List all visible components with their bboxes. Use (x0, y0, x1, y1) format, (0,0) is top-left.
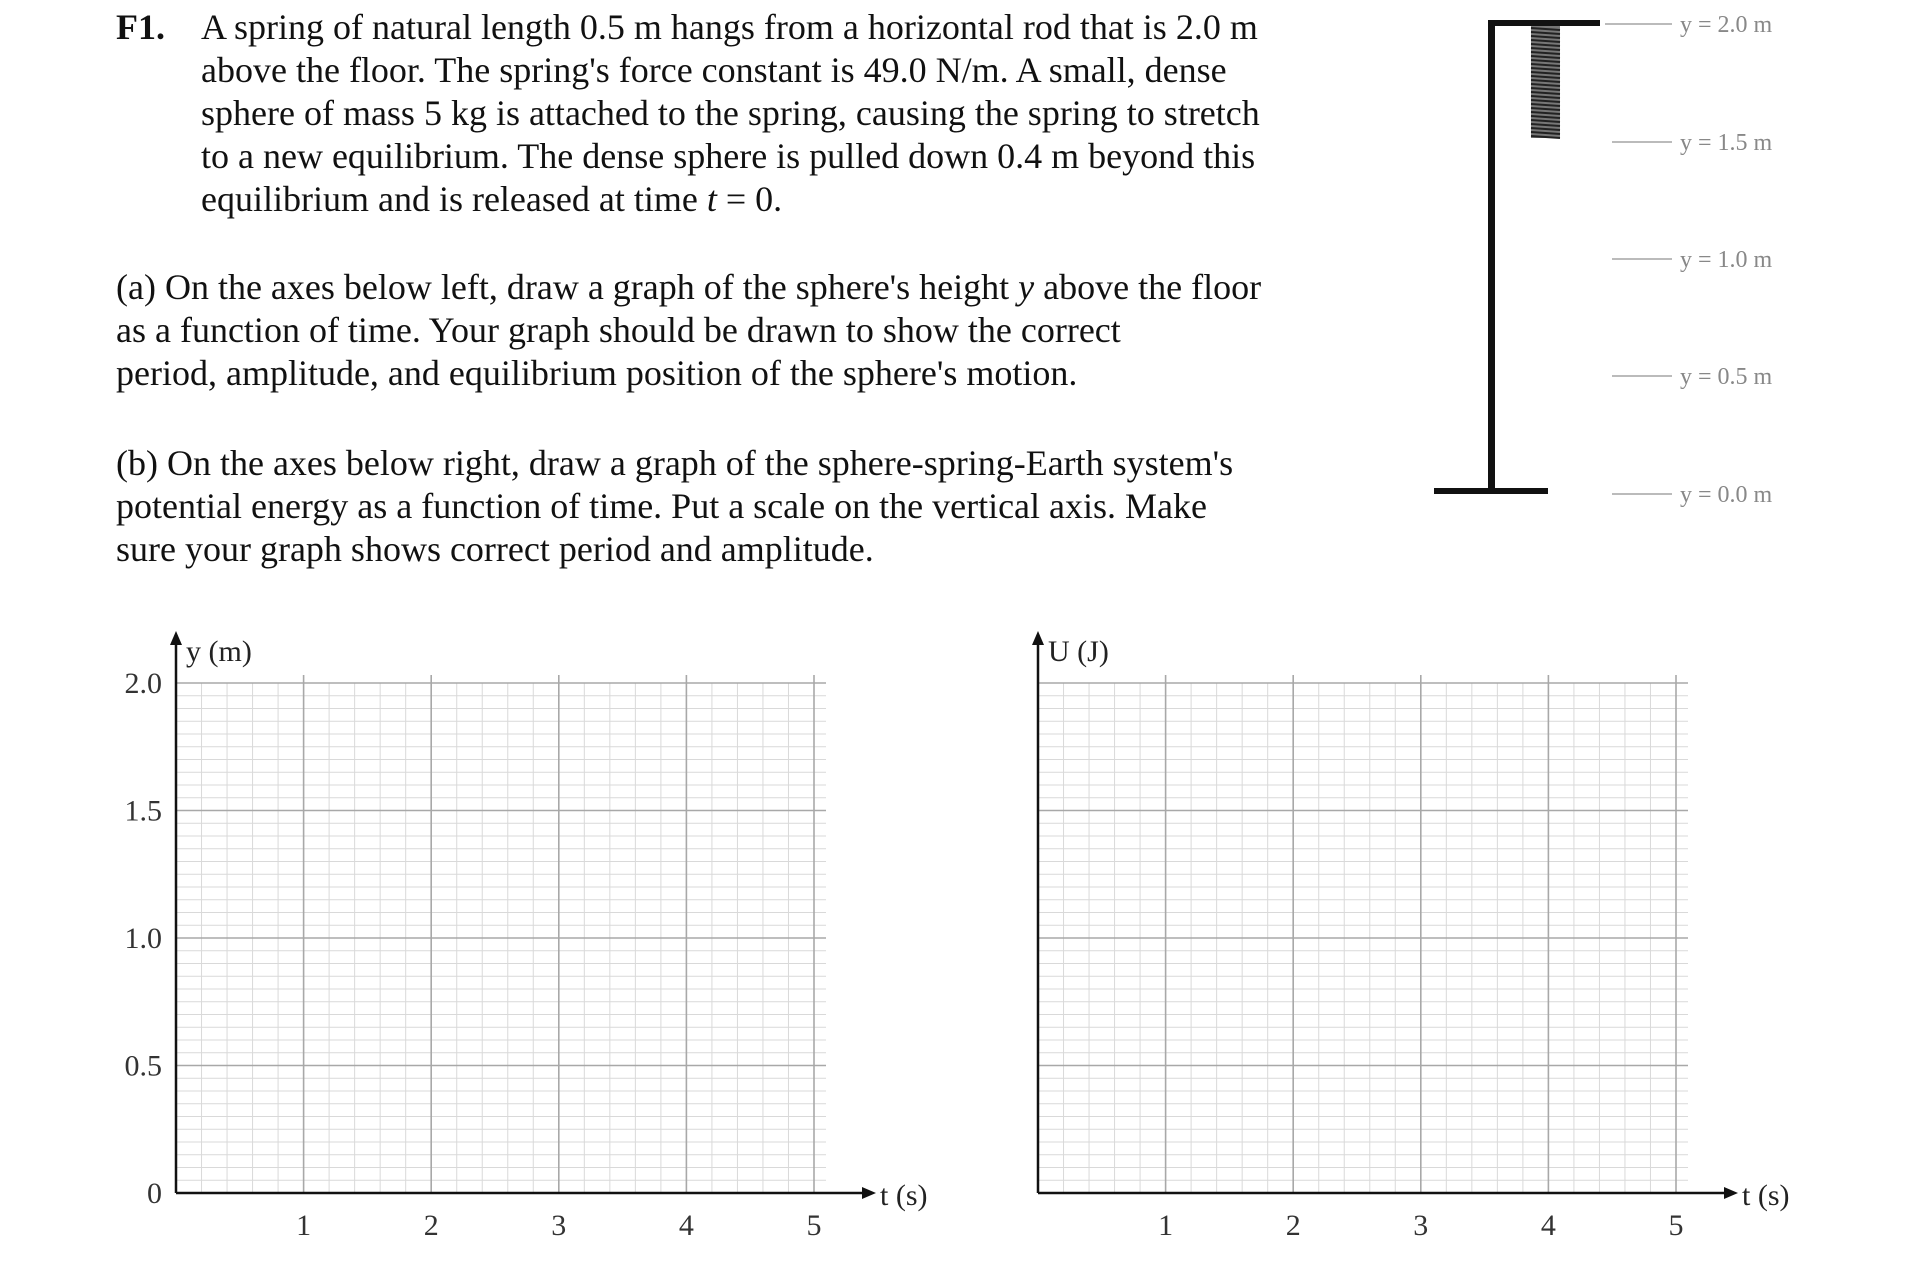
vertical-stand (1488, 20, 1495, 492)
height-chart-x-tick-label: 2 (423, 1209, 439, 1242)
part-b-line-3: sure your graph shows correct period and amplitude. (116, 529, 874, 569)
height-label-0-5: y = 0.5 m (1680, 364, 1773, 390)
energy-chart-x-tick-label: 2 (1285, 1209, 1301, 1242)
height-chart-y-tick-label: 1.0 (124, 922, 162, 955)
part-a (116, 266, 1423, 395)
height-chart-x-axis-arrow-icon (862, 1187, 876, 1199)
part-a-line-1 (116, 266, 1423, 309)
height-label-0-0: y = 0.0 m (1680, 482, 1773, 508)
height-markers (1605, 24, 1672, 494)
energy-vs-time-chart (1032, 631, 1790, 1242)
height-chart-x-tick-label: 1 (296, 1209, 312, 1242)
statement-line-3: sphere of mass 5 kg is attached to the spring, causing the spring to stretch (201, 93, 1260, 133)
height-chart-major-grid (176, 675, 826, 1193)
time-variable: t (706, 179, 717, 219)
part-b-line-1: (b) On the axes below right, draw a graph of the sphere-spring-Earth system's (116, 443, 1234, 483)
height-chart-y-tick-label: 0 (147, 1177, 162, 1210)
height-chart-y-tick-label: 2.0 (124, 667, 162, 700)
height-chart-x-tick-label: 5 (806, 1209, 822, 1242)
problem-statement (201, 6, 1381, 221)
energy-chart-x-label: t (s) (1742, 1179, 1790, 1212)
energy-chart-minor-grid (1038, 683, 1688, 1193)
statement-line-5-suffix: = 0. (716, 179, 783, 219)
height-chart-x-tick-label: 4 (678, 1209, 694, 1242)
height-chart-x-label: t (s) (880, 1179, 928, 1212)
height-vs-time-chart (125, 631, 928, 1242)
statement-line-5 (201, 178, 1381, 221)
height-chart-y-tick-label: 1.5 (124, 794, 162, 828)
statement-line-4: to a new equilibrium. The dense sphere is pulled down 0.4 m beyond this (201, 136, 1256, 176)
height-chart-x-tick-label: 3 (551, 1209, 567, 1242)
part-a-line-2: as a function of time. Your graph should be drawn to show the correct (116, 310, 1121, 350)
height-label-1-5: y = 1.5 m (1680, 130, 1773, 156)
height-variable: y (1018, 267, 1035, 307)
height-labels (1680, 12, 1773, 508)
energy-chart-x-tick-label: 5 (1668, 1209, 1684, 1242)
energy-chart-x-tick-label: 4 (1540, 1209, 1556, 1242)
part-a-line-1-prefix: (a) On the axes below left, draw a graph of the sphere's height (116, 267, 1019, 307)
energy-chart-x-tick-label: 1 (1158, 1209, 1174, 1242)
height-label-2-0: y = 2.0 m (1680, 12, 1773, 38)
problem-number: F1. (116, 7, 165, 47)
height-label-1-0: y = 1.0 m (1680, 247, 1773, 273)
statement-line-2: above the floor. The spring's force constant is 49.0 N/m. A small, dense (201, 50, 1227, 90)
part-b (116, 442, 1423, 571)
spring-icon (1531, 26, 1560, 138)
horizontal-rod (1488, 20, 1600, 26)
part-b-line-2: potential energy as a function of time. Put a scale on the vertical axis. Make (116, 486, 1207, 526)
energy-chart-y-axis-arrow-icon (1032, 631, 1044, 645)
statement-line-5-prefix: equilibrium and is released at time (201, 179, 707, 219)
part-a-line-1-suffix: above the floor (1034, 267, 1262, 307)
height-chart-y-tick-label: 0.5 (124, 1049, 162, 1083)
floor-base (1434, 488, 1548, 494)
energy-chart-major-grid (1038, 675, 1688, 1193)
energy-chart-x-axis-arrow-icon (1724, 1187, 1738, 1199)
part-a-line-3: period, amplitude, and equilibrium position of the sphere's motion. (116, 353, 1078, 393)
height-chart-minor-grid (176, 683, 826, 1193)
height-chart-y-axis-arrow-icon (170, 631, 182, 645)
energy-chart-x-tick-label: 3 (1413, 1209, 1429, 1242)
height-chart-y-label: y (m) (186, 635, 252, 668)
statement-line-1: A spring of natural length 0.5 m hangs from a horizontal rod that is 2.0 m (201, 7, 1258, 47)
energy-chart-y-label: U (J) (1048, 635, 1109, 668)
